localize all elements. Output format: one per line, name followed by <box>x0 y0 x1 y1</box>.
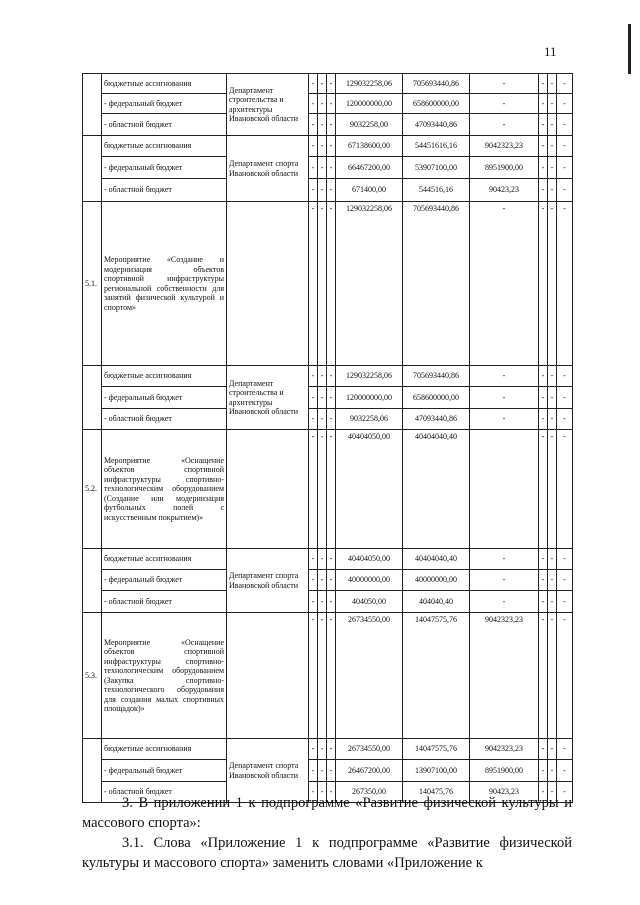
right-dash: - <box>539 430 548 549</box>
right-dash: - <box>548 179 557 202</box>
right-dash: - <box>557 591 573 613</box>
value-cell <box>470 430 539 549</box>
right-dash: - <box>548 782 557 803</box>
right-dash: - <box>557 430 573 549</box>
right-dash: - <box>539 114 548 136</box>
value-cell: 40404040,40 <box>403 430 470 549</box>
value-cell: - <box>470 74 539 94</box>
value-cell: 120000000,00 <box>336 94 403 114</box>
left-dash: - <box>318 202 327 366</box>
right-dash: - <box>548 430 557 549</box>
left-dash: - <box>309 760 318 782</box>
left-dash: - <box>318 366 327 387</box>
table-row <box>83 570 573 591</box>
table-row <box>83 366 573 387</box>
left-dash: - <box>309 549 318 570</box>
table-row <box>83 591 573 613</box>
left-dash: - <box>327 613 336 739</box>
right-dash: - <box>557 739 573 760</box>
right-dash: - <box>557 409 573 430</box>
empty-number-cell <box>83 549 102 613</box>
right-dash: - <box>557 94 573 114</box>
value-cell: 705693440,86 <box>403 366 470 387</box>
value-cell: 404050,00 <box>336 591 403 613</box>
left-dash: - <box>327 782 336 803</box>
value-cell: 67138600,00 <box>336 136 403 157</box>
value-cell: 40404040,40 <box>403 549 470 570</box>
measure-number: 5.3. <box>83 613 102 739</box>
left-dash: - <box>318 570 327 591</box>
left-dash: - <box>309 114 318 136</box>
value-cell: 658600000,00 <box>403 387 470 409</box>
measure-title: Мероприятие «Создание и модернизация объектов спортивной инфраструктуры региональной собственности для занятий физической культурой и спортом» <box>102 202 227 366</box>
value-cell: - <box>470 366 539 387</box>
right-dash: - <box>548 202 557 366</box>
left-dash: - <box>318 409 327 430</box>
right-dash: - <box>539 570 548 591</box>
measure-row <box>83 613 573 739</box>
value-cell: 544516,16 <box>403 179 470 202</box>
right-dash: - <box>557 157 573 179</box>
left-dash: - <box>327 760 336 782</box>
value-cell: 26734550,00 <box>336 739 403 760</box>
right-dash: - <box>548 74 557 94</box>
right-dash: - <box>539 179 548 202</box>
right-dash: - <box>548 409 557 430</box>
value-cell: 26467200,00 <box>336 760 403 782</box>
right-dash: - <box>539 94 548 114</box>
left-dash: - <box>309 782 318 803</box>
value-cell: 26734550,00 <box>336 613 403 739</box>
right-dash: - <box>557 74 573 94</box>
department-name: Департамент строительства и архитектуры Ивановской области <box>227 366 309 430</box>
value-cell: 705693440,86 <box>403 202 470 366</box>
value-cell: - <box>470 202 539 366</box>
funding-label: - областной бюджет <box>102 409 227 430</box>
left-dash: - <box>309 202 318 366</box>
value-cell: 90423,23 <box>470 179 539 202</box>
left-dash: - <box>318 782 327 803</box>
left-dash: - <box>327 157 336 179</box>
right-dash: - <box>539 136 548 157</box>
right-dash: - <box>539 409 548 430</box>
table-row <box>83 157 573 179</box>
right-dash: - <box>539 739 548 760</box>
left-dash: - <box>318 760 327 782</box>
left-dash: - <box>309 157 318 179</box>
right-dash: - <box>557 114 573 136</box>
value-cell: 267350,00 <box>336 782 403 803</box>
value-cell: 66467200,00 <box>336 157 403 179</box>
value-cell: 90423,23 <box>470 782 539 803</box>
table-row <box>83 760 573 782</box>
value-cell: 40404050,00 <box>336 430 403 549</box>
paragraph-3-1: 3.1. Слова «Приложение 1 к подпрограмме «Развитие физической культуры и массового спорта» заменить словами «Приложение к <box>82 835 572 871</box>
value-cell: - <box>470 387 539 409</box>
left-dash: - <box>309 591 318 613</box>
funding-label: - федеральный бюджет <box>102 94 227 114</box>
left-dash: - <box>327 94 336 114</box>
department-name: Департамент спорта Ивановской области <box>227 549 309 613</box>
funding-label: бюджетные ассигнования <box>102 739 227 760</box>
left-dash: - <box>327 591 336 613</box>
value-cell: - <box>470 114 539 136</box>
left-dash: - <box>327 114 336 136</box>
empty-department-cell <box>227 430 309 549</box>
right-dash: - <box>539 366 548 387</box>
right-dash: - <box>557 782 573 803</box>
empty-department-cell <box>227 613 309 739</box>
right-dash: - <box>539 613 548 739</box>
department-name: Департамент спорта Ивановской области <box>227 136 309 202</box>
value-cell: 705693440,86 <box>403 74 470 94</box>
left-dash: - <box>327 366 336 387</box>
value-cell: 129032258,06 <box>336 366 403 387</box>
value-cell: - <box>470 549 539 570</box>
right-dash: - <box>539 591 548 613</box>
left-dash: - <box>327 549 336 570</box>
value-cell: 140475,76 <box>403 782 470 803</box>
empty-number-cell <box>83 74 102 136</box>
value-cell: 40000000,00 <box>403 570 470 591</box>
empty-department-cell <box>227 202 309 366</box>
left-dash: - <box>309 366 318 387</box>
value-cell: 129032258,06 <box>336 202 403 366</box>
table-row <box>83 739 573 760</box>
left-dash: - <box>309 136 318 157</box>
left-dash: - <box>309 94 318 114</box>
left-dash: - <box>318 74 327 94</box>
funding-label: - федеральный бюджет <box>102 570 227 591</box>
left-dash: - <box>327 74 336 94</box>
funding-label: бюджетные ассигнования <box>102 74 227 94</box>
empty-number-cell <box>83 136 102 202</box>
funding-label: бюджетные ассигнования <box>102 136 227 157</box>
table-row <box>83 94 573 114</box>
left-dash: - <box>309 739 318 760</box>
value-cell: 9042323,23 <box>470 136 539 157</box>
left-dash: - <box>318 114 327 136</box>
department-name: Департамент строительства и архитектуры Ивановской области <box>227 74 309 136</box>
left-dash: - <box>318 136 327 157</box>
measure-row <box>83 202 573 366</box>
right-dash: - <box>539 202 548 366</box>
funding-label: - федеральный бюджет <box>102 760 227 782</box>
value-cell: 47093440,86 <box>403 114 470 136</box>
right-dash: - <box>548 549 557 570</box>
left-dash: - <box>327 202 336 366</box>
funding-label: - областной бюджет <box>102 591 227 613</box>
left-dash: - <box>309 430 318 549</box>
value-cell: 14047575,76 <box>403 739 470 760</box>
right-dash: - <box>557 136 573 157</box>
table-row <box>83 179 573 202</box>
right-dash: - <box>539 549 548 570</box>
table-row <box>83 409 573 430</box>
right-dash: - <box>548 570 557 591</box>
right-dash: - <box>548 613 557 739</box>
value-cell: 47093440,86 <box>403 409 470 430</box>
right-dash: - <box>539 387 548 409</box>
value-cell: 8951900,00 <box>470 157 539 179</box>
value-cell: 658600000,00 <box>403 94 470 114</box>
value-cell: 120000000,00 <box>336 387 403 409</box>
value-cell: - <box>470 409 539 430</box>
table-row <box>83 387 573 409</box>
value-cell: 54451616,16 <box>403 136 470 157</box>
right-dash: - <box>548 94 557 114</box>
funding-label: - областной бюджет <box>102 179 227 202</box>
value-cell: 53907100,00 <box>403 157 470 179</box>
left-dash: - <box>318 387 327 409</box>
value-cell: 40000000,00 <box>336 570 403 591</box>
left-dash: - <box>309 387 318 409</box>
right-dash: - <box>557 549 573 570</box>
left-dash: - <box>318 179 327 202</box>
right-dash: - <box>557 760 573 782</box>
value-cell: 40404050,00 <box>336 549 403 570</box>
left-dash: - <box>309 409 318 430</box>
funding-label: бюджетные ассигнования <box>102 549 227 570</box>
left-dash: - <box>318 430 327 549</box>
value-cell: 13907100,00 <box>403 760 470 782</box>
table-row <box>83 114 573 136</box>
left-dash: - <box>318 549 327 570</box>
value-cell: 9032258,06 <box>336 409 403 430</box>
measure-number: 5.2. <box>83 430 102 549</box>
right-dash: - <box>557 570 573 591</box>
value-cell: - <box>470 591 539 613</box>
left-dash: - <box>318 591 327 613</box>
right-dash: - <box>548 136 557 157</box>
left-dash: - <box>318 739 327 760</box>
value-cell: 8951900,00 <box>470 760 539 782</box>
right-dash: - <box>548 387 557 409</box>
left-dash: - <box>327 430 336 549</box>
table-row <box>83 549 573 570</box>
right-dash: - <box>548 739 557 760</box>
measure-title: Мероприятие «Оснащение объектов спортивной инфраструктуры спортивно-технологическим оборудованием (Закупка спортивно-технологического оборудования для создания малых спортивных площадок)» <box>102 613 227 739</box>
right-dash: - <box>557 179 573 202</box>
right-dash: - <box>548 114 557 136</box>
left-dash: - <box>327 739 336 760</box>
funding-label: - федеральный бюджет <box>102 387 227 409</box>
page-number: 11 <box>544 44 557 59</box>
table-row <box>83 74 573 94</box>
value-cell: 404040,40 <box>403 591 470 613</box>
left-dash: - <box>309 570 318 591</box>
funding-label: - областной бюджет <box>102 114 227 136</box>
scan-edge-mark <box>628 24 631 74</box>
value-cell: - <box>470 570 539 591</box>
left-dash: - <box>309 613 318 739</box>
right-dash: - <box>539 157 548 179</box>
value-cell: 9042323,23 <box>470 613 539 739</box>
left-dash: - <box>309 179 318 202</box>
right-dash: - <box>548 760 557 782</box>
value-cell: 671400,00 <box>336 179 403 202</box>
table-row <box>83 136 573 157</box>
funding-label: - областной бюджет <box>102 782 227 803</box>
left-dash: - <box>327 136 336 157</box>
empty-number-cell <box>83 366 102 430</box>
value-cell: 9042323,23 <box>470 739 539 760</box>
right-dash: - <box>539 74 548 94</box>
right-dash: - <box>548 157 557 179</box>
left-dash: - <box>309 74 318 94</box>
funding-label: бюджетные ассигнования <box>102 366 227 387</box>
left-dash: - <box>318 157 327 179</box>
budget-table <box>82 73 573 803</box>
left-dash: - <box>327 409 336 430</box>
measure-row <box>83 430 573 549</box>
measure-number: 5.1. <box>83 202 102 366</box>
left-dash: - <box>318 94 327 114</box>
funding-label: - федеральный бюджет <box>102 157 227 179</box>
right-dash: - <box>539 760 548 782</box>
value-cell: 14047575,76 <box>403 613 470 739</box>
left-dash: - <box>318 613 327 739</box>
left-dash: - <box>327 387 336 409</box>
value-cell: 129032258,06 <box>336 74 403 94</box>
right-dash: - <box>557 366 573 387</box>
right-dash: - <box>539 782 548 803</box>
value-cell: 9032258,00 <box>336 114 403 136</box>
left-dash: - <box>327 179 336 202</box>
paragraph-3: 3. В приложении 1 к подпрограмме «Развитие физической культуры и массового спорта»: <box>82 795 572 831</box>
right-dash: - <box>557 613 573 739</box>
department-name: Департамент спорта Ивановской области <box>227 739 309 803</box>
value-cell: - <box>470 94 539 114</box>
measure-title: Мероприятие «Оснащение объектов спортивной инфраструктуры спортивно-технологическим оборудованием (Создание или модернизация футбольных полей с искусственным покрытием)» <box>102 430 227 549</box>
right-dash: - <box>557 202 573 366</box>
right-dash: - <box>548 366 557 387</box>
right-dash: - <box>548 591 557 613</box>
right-dash: - <box>557 387 573 409</box>
left-dash: - <box>327 570 336 591</box>
